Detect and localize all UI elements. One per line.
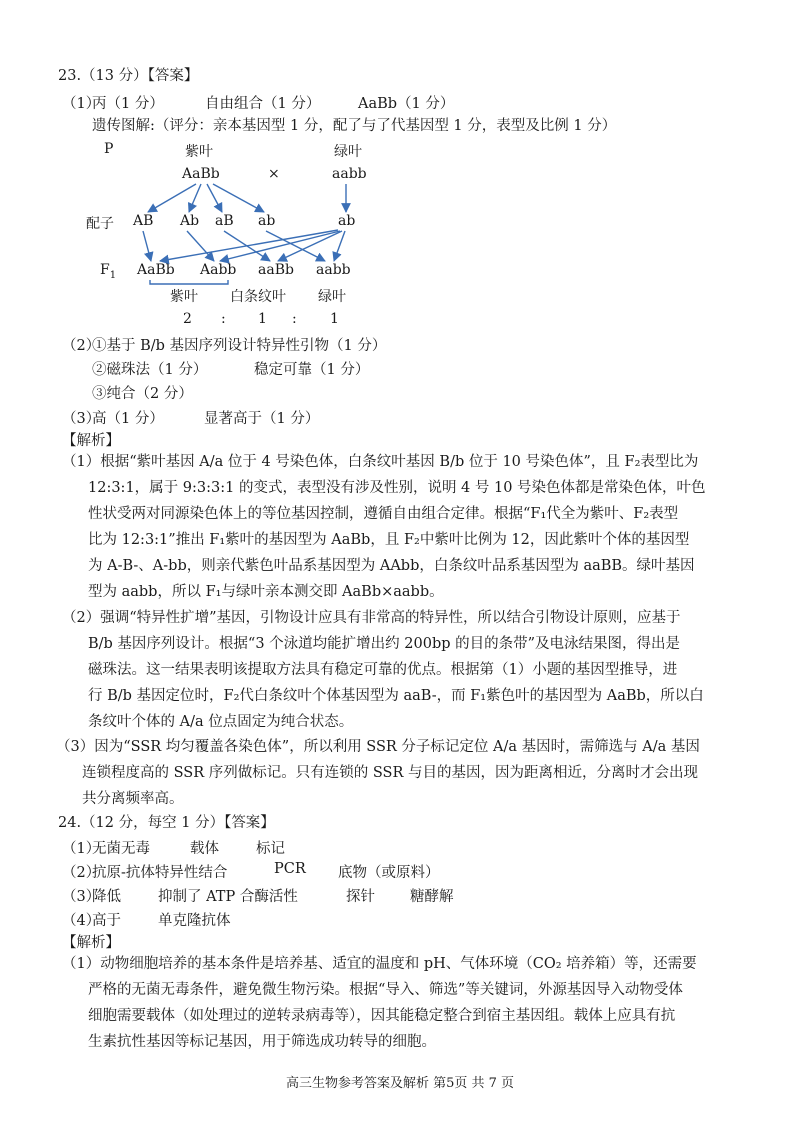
ratio-value: 1 <box>330 311 339 327</box>
phenotype: 紫叶 <box>170 289 198 305</box>
phenotype: 白条纹叶 <box>230 289 286 305</box>
answer-number: （2） <box>62 338 101 354</box>
answer-cell: 载体 <box>190 841 219 857</box>
q23-analysis-label: 【解析】 <box>62 433 120 449</box>
text-line: 生素抗性基因等标记基因，用于筛选成功转导的细胞。 <box>88 1034 436 1050</box>
text-line: 12:3:1，属于 9:3:3:1 的变式，表型没有涉及性别，说明 4 号 10 号染色体都是常染色体，叶色 <box>88 480 706 496</box>
gamete: AB <box>133 213 154 229</box>
offspring-genotype: aabb <box>316 262 351 278</box>
answer-cell: ②磁珠法（1 分） <box>92 362 208 378</box>
text-line: 为 A-B-、A-bb，则亲代紫色叶品系基因型为 AAbb，白条纹叶品系基因型为 aaBB。绿叶基因 <box>88 558 695 574</box>
text-line: 条纹叶个体的 A/a 位点固定为纯合状态。 <box>88 714 354 730</box>
answer-number: （3） <box>62 411 101 427</box>
gamete: ab <box>338 213 356 229</box>
answer-cell: 抑制了 ATP 合酶活性 <box>158 889 298 905</box>
cross-arrows <box>0 0 800 340</box>
answer-cell: 降低 <box>92 889 121 905</box>
offspring-genotype: aaBb <box>258 262 294 278</box>
q23-heading: 23.（13 分）【答案】 <box>58 68 199 84</box>
ratio-sep: : <box>292 311 297 327</box>
offspring-genotype: AaBb <box>137 262 175 278</box>
ratio-value: 1 <box>258 311 267 327</box>
answer-number: （3） <box>62 889 101 905</box>
text-line: B/b 基因序列设计。根据“3 个泳道均能扩增出约 200bp 的目的条带”及电泳结果图，得出是 <box>88 636 681 652</box>
answer-cell: 标记 <box>256 841 285 857</box>
text-line: 行 B/b 基因定位时，F₂代白条纹叶个体基因型为 aaB-，而 F₁紫色叶的基因型为 AaBb，所以白 <box>88 688 704 704</box>
ratio-sep: : <box>221 311 226 327</box>
q24-analysis-1 <box>62 951 697 1055</box>
parent1-genotype: AaBb <box>182 166 220 182</box>
answer-cell: 底物（或原料） <box>338 865 440 881</box>
text-line: 连锁程度高的 SSR 序列做标记。只有连锁的 SSR 与目的基因，因为距离相近，分离时才会出现 <box>82 765 698 781</box>
gamete: aB <box>215 213 234 229</box>
parent2-phenotype: 绿叶 <box>334 144 362 160</box>
answer-cell: 丙（1 分） <box>92 96 164 112</box>
gamete: Ab <box>180 213 200 229</box>
q24-analysis-label: 【解析】 <box>62 935 120 951</box>
answer-cell: ③纯合（2 分） <box>92 386 193 402</box>
answer-number: （1） <box>62 96 101 112</box>
phenotype: 绿叶 <box>318 289 346 305</box>
f1-label: $F_1$ <box>100 262 117 281</box>
answer-number: （4） <box>62 913 101 929</box>
text-line: 型为 aabb，所以 F₁与绿叶亲本测交即 AaBb×aabb。 <box>88 584 444 600</box>
text-line: 细胞需要载体（如处理过的逆转录病毒等），因其能稳定整合到宿主基因组。载体上应具有抗 <box>88 1008 676 1024</box>
answer-cell: 稳定可靠（1 分） <box>254 362 370 378</box>
gamete-label: 配子 <box>86 216 114 232</box>
answer-number: （1） <box>62 841 101 857</box>
text-line: 比为 12:3:1”推出 F₁紫叶的基因型为 AaBb，且 F₂中紫叶比例为 12，因此紫叶个体的基因型 <box>88 532 690 548</box>
text-line: 磁珠法。这一结果表明该提取方法具有稳定可靠的优点。根据第（1）小题的基因型推导，进 <box>88 662 678 678</box>
answer-number: （2） <box>62 865 101 881</box>
answer-cell: PCR <box>274 861 306 877</box>
answer-cell: ①基于 B/b 基因序列设计特异性引物（1 分） <box>92 338 387 354</box>
text-line: 严格的无菌无毒条件，避免微生物污染。根据“导入、筛选”等关键词，外源基因导入动物受体 <box>88 982 683 998</box>
offspring-genotype: Aabb <box>200 262 237 278</box>
answer-cell: 糖酵解 <box>410 889 454 905</box>
q23-analysis-1 <box>62 449 706 605</box>
parent1-phenotype: 紫叶 <box>185 144 213 160</box>
answer-cell: 抗原-抗体特异性结合 <box>92 865 228 881</box>
q24-heading: 24.（12 分，每空 1 分）【答案】 <box>58 815 275 831</box>
answer-cell: 高于 <box>92 913 121 929</box>
text-line: 性状受两对同源染色体上的等位基因控制，遵循自由组合定律。根据“F₁代全为紫叶、F₂表型 <box>88 506 679 522</box>
text-line: （3）因为“SSR 均匀覆盖各染色体”，所以利用 SSR 分子标记定位 A/a 基因时，需筛选与 A/a 基因 <box>56 739 700 755</box>
answer-cell: 无菌无毒 <box>92 841 150 857</box>
ratio-value: 2 <box>183 311 192 327</box>
text-line: 共分离频率高。 <box>82 791 184 807</box>
p-label: P <box>104 141 114 157</box>
page-footer: 高三生物参考答案及解析 第5页 共 7 页 <box>285 1076 515 1091</box>
answer-cell: 高（1 分） <box>92 411 164 427</box>
text-line: （1）根据“紫叶基因 A/a 位于 4 号染色体，白条纹叶基因 B/b 位于 10 号染色体”，且 F₂表型比为 <box>62 454 699 470</box>
text-line: （1）动物细胞培养的基本条件是培养基、适宜的温度和 pH、气体环境（CO₂ 培养箱）等，还需要 <box>62 956 697 972</box>
cross-symbol: × <box>268 166 280 182</box>
answer-cell: AaBb（1 分） <box>358 96 455 112</box>
q23-analysis-2 <box>62 605 704 735</box>
answer-cell: 自由组合（1 分） <box>205 96 321 112</box>
q23-analysis-3 <box>56 734 700 812</box>
answer-cell: 显著高于（1 分） <box>204 411 320 427</box>
diagram-caption: 遗传图解:（评分：亲本基因型 1 分，配了与了代基因型 1 分，表型及比例 1 分） <box>92 118 617 134</box>
parent2-genotype: aabb <box>332 166 367 182</box>
answer-cell: 单克隆抗体 <box>158 913 231 929</box>
text-line: （2）强调“特异性扩增”基因，引物设计应具有非常高的特异性，所以结合引物设计原则，应基于 <box>62 610 681 626</box>
answer-cell: 探针 <box>346 889 375 905</box>
gamete: ab <box>258 213 276 229</box>
